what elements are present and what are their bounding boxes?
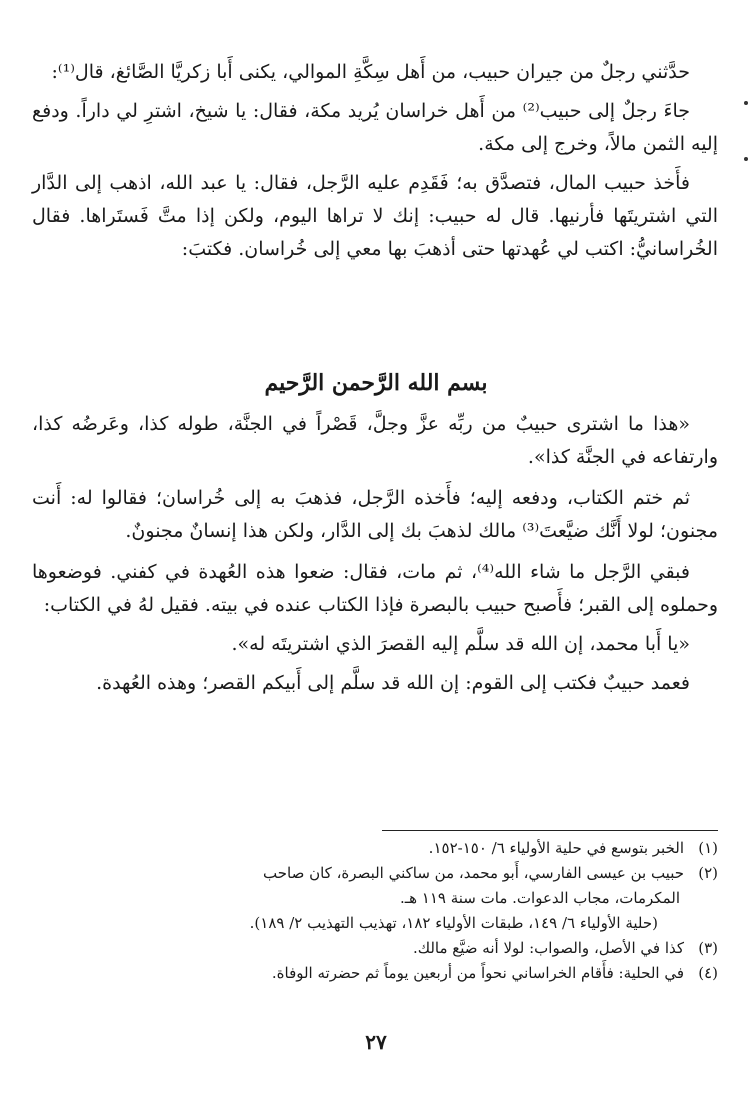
margin-mark bbox=[744, 157, 748, 161]
footnote-4 bbox=[32, 961, 718, 986]
footnote-separator bbox=[382, 830, 718, 831]
paragraph-4: «هذا ما اشترى حبيبٌ من ربِّه عزَّ وجلَّ، قَصْراً في الجنَّة، طوله كذا، وعَرضُه كذا، وارتفاعه في الجنَّة كذا». bbox=[32, 413, 718, 468]
footnote-text: كذا في الأصل، والصواب: لولا أنه ضيَّع مالك. bbox=[412, 939, 684, 957]
footnote-text: حبيب بن عيسى الفارسي، أَبو محمد، من ساكني البصرة، كان صاحب bbox=[263, 864, 684, 882]
footnote-number: (٤) bbox=[698, 964, 718, 982]
main-text-bottom bbox=[32, 408, 718, 700]
footnote-text: الخبر بتوسع في حلية الأولياء ٦/ ١٥٠-١٥٢. bbox=[428, 839, 684, 857]
footnote-2-sources: (حلية الأولياء ٦/ ١٤٩، طبقات الأولياء ١٨٢، تهذيب التهذيب ٢/ ١٨٩). bbox=[249, 914, 658, 932]
footnote-number: (٣) bbox=[698, 939, 718, 957]
footnote-number: (٢) bbox=[698, 864, 718, 882]
margin-mark bbox=[744, 101, 748, 105]
paragraph-2: جاءَ رجلٌ إلى حبيب⁽²⁾ من أَهل خراسان يُريد مكة، فقال: يا شيخ، اشترِ لي داراً. ودفع إليه الثمن مالاً، وخرج إلى مكة. bbox=[32, 100, 718, 155]
paragraph-3: فأَخذ حبيب المال، فتصدَّق به؛ فَقَدِم عليه الرَّجل، فقال: يا عبد الله، اذهب إلى الدَّار التي اشتريتَها فأرنيها. قال له حبيب: إنك لا تراها اليوم، ولكن إذا متَّ فَستَراها. فقال الخُراسانيُّ: اكتب لي عُهدتها حتى أذهبَ بها معي إلى خُراسان. فكتبَ: bbox=[32, 172, 718, 260]
footnote-3 bbox=[32, 936, 718, 961]
basmala-heading: بسم الله الرَّحمن الرَّحيم bbox=[264, 370, 488, 396]
paragraph-6: فبقي الرَّجل ما شاء الله⁽⁴⁾، ثم مات، فقال: ضعوا هذه العُهدة في كفني. فوضعوها وحملوه إلى القبر؛ فأَصبح حبيب بالبصرة فإذا الكتاب عنده في بيته. فقيل لهُ في الكتاب: bbox=[32, 561, 718, 616]
footnote-text: في الحلية: فأَقام الخراساني نحواً من أربعين يوماً ثم حضرته الوفاة. bbox=[271, 964, 684, 982]
footnote-2 bbox=[32, 861, 718, 886]
paragraph-7: «يا أَبا محمد، إن الله قد سلَّم إليه القصرَ الذي اشتريتَه له». bbox=[231, 633, 690, 655]
paragraph-1: حدَّثني رجلٌ من جيران حبيب، من أَهل سِكَّةِ الموالي، يكنى أَبا زكريَّا الصَّائغ، قال⁽¹⁾: bbox=[51, 61, 690, 83]
footnotes bbox=[32, 836, 718, 986]
paragraph-8: فعمد حبيبٌ فكتب إلى القوم: إن الله قد سلَّم إلى أَبيكم القصر؛ وهذه العُهدة. bbox=[96, 672, 690, 694]
footnote-number: (١) bbox=[698, 839, 718, 857]
paragraph-5: ثم ختم الكتاب، ودفعه إليه؛ فأَخذه الرَّجل، فذهبَ به إلى خُراسان؛ فقالوا له: أَنت مجنون؛ لولا أَنَّك ضيَّعتَ⁽³⁾ مالك لذهبَ بك إلى الدَّار، ولكن هذا إنسانٌ مجنونٌ. bbox=[32, 487, 718, 542]
main-text-top bbox=[32, 56, 718, 266]
footnote-2-continuation: المكرمات، مجاب الدعوات. مات سنة ١١٩ هـ. bbox=[399, 889, 680, 907]
page-number: ٢٧ bbox=[365, 1030, 387, 1054]
footnote-1 bbox=[32, 836, 718, 861]
